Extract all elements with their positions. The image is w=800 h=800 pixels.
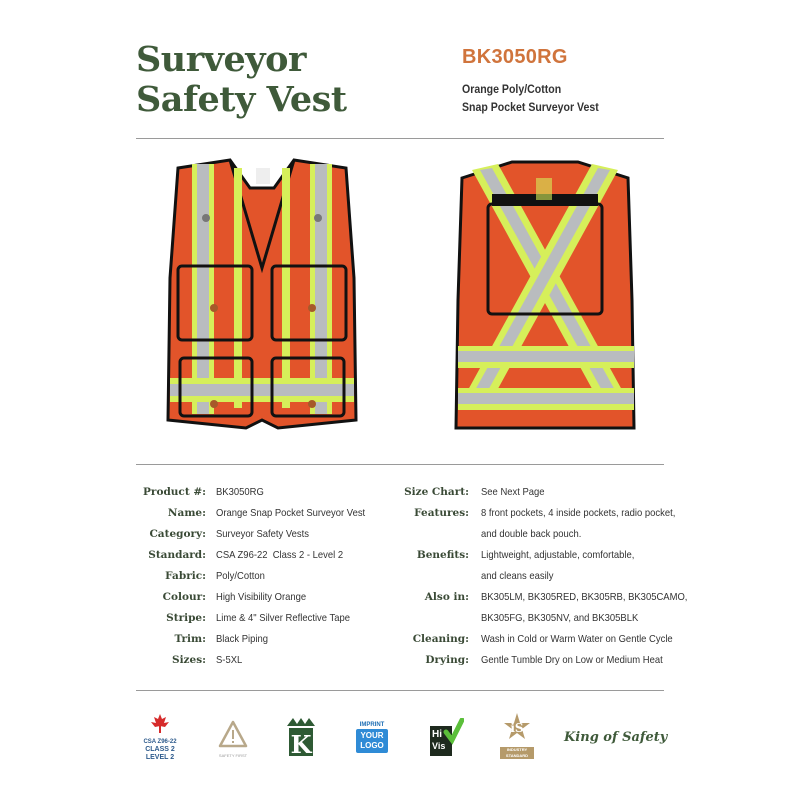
industry-text: INDUSTRY bbox=[500, 747, 534, 753]
spec-label: Category: bbox=[149, 528, 206, 540]
back-vest-image bbox=[452, 160, 638, 438]
front-vest-image bbox=[158, 158, 366, 440]
vis-text: Vis bbox=[432, 741, 446, 751]
imprint-text: IMPRINT bbox=[359, 722, 385, 728]
spec-label: Standard: bbox=[148, 549, 206, 561]
standard-text: STANDARD bbox=[500, 753, 534, 759]
hi-vis-logo bbox=[428, 718, 464, 758]
spec-label: Name: bbox=[167, 507, 206, 519]
sku-code: BK3050RG bbox=[462, 46, 568, 68]
spec-label: Stripe: bbox=[166, 612, 206, 624]
industry-standard-logo bbox=[500, 712, 534, 762]
csa-logo bbox=[138, 714, 182, 764]
spec-value: Surveyor Safety Vests bbox=[216, 528, 309, 540]
spec-value: High Visibility Orange bbox=[216, 591, 307, 603]
spec-label: Trim: bbox=[174, 633, 206, 645]
csa-standard-text: CSA Z96-22 bbox=[143, 739, 177, 745]
spec-value: See Next Page bbox=[481, 486, 545, 498]
k-logo bbox=[285, 716, 317, 758]
spec-value: Gentle Tumble Dry on Low or Medium Heat bbox=[481, 654, 663, 666]
svg-text:iS: iS bbox=[510, 721, 524, 735]
spec-also-in bbox=[0, 591, 469, 605]
spec-value: Orange Snap Pocket Surveyor Vest bbox=[216, 507, 366, 519]
spec-label: Fabric: bbox=[165, 570, 206, 582]
spec-label: Drying: bbox=[425, 654, 469, 666]
safety-first-logo bbox=[216, 720, 250, 762]
spec-label: Sizes: bbox=[171, 654, 206, 666]
imprint-logo bbox=[356, 722, 388, 760]
mid-divider bbox=[136, 464, 664, 465]
spec-value-continued: and cleans easily bbox=[481, 570, 554, 582]
king-k-icon bbox=[285, 716, 317, 758]
safety-first-text: SAFETY FIRST bbox=[218, 753, 248, 758]
spec-cleaning bbox=[0, 633, 469, 647]
spec-value: Wash in Cold or Warm Water on Gentle Cycle bbox=[481, 633, 673, 645]
subtitle-line-1: Orange Poly/Cotton bbox=[462, 82, 562, 96]
spec-label: Size Chart: bbox=[404, 486, 469, 498]
spec-value: S-5XL bbox=[216, 654, 243, 666]
spec-value: Black Piping bbox=[216, 633, 269, 645]
spec-label: Product #: bbox=[143, 486, 206, 498]
star-badge-icon bbox=[502, 712, 532, 742]
spec-value: Poly/Cotton bbox=[216, 570, 265, 582]
spec-value: BK305LM, BK305RED, BK305RB, BK305CAMO, bbox=[481, 591, 688, 603]
your-text: YOUR bbox=[360, 731, 384, 740]
king-of-safety-wordmark: King of Safety bbox=[564, 730, 668, 745]
svg-text:K: K bbox=[290, 730, 312, 758]
title-line-1: Surveyor bbox=[136, 39, 306, 80]
subtitle-line-2: Snap Pocket Surveyor Vest bbox=[462, 100, 599, 114]
maple-leaf-icon bbox=[149, 714, 171, 734]
spec-label: Benefits: bbox=[416, 549, 469, 561]
spec-value: CSA Z96-22 Class 2 - Level 2 bbox=[216, 549, 344, 561]
spec-label: Cleaning: bbox=[412, 633, 469, 645]
spec-value-continued: and double back pouch. bbox=[481, 528, 582, 540]
specs-right bbox=[0, 486, 800, 676]
hi-text: Hi bbox=[432, 729, 442, 740]
page-title bbox=[136, 40, 347, 120]
csa-class-text: CLASS 2 bbox=[145, 746, 175, 753]
spec-features bbox=[0, 507, 469, 521]
spec-value: 8 front pockets, 4 inside pockets, radio pocket, bbox=[481, 507, 676, 519]
spec-size-chart bbox=[0, 486, 469, 500]
bottom-divider bbox=[136, 690, 664, 691]
warning-triangle-icon bbox=[218, 720, 248, 748]
top-divider bbox=[136, 138, 664, 139]
spec-value: BK3050RG bbox=[216, 486, 264, 498]
back-vest-illustration bbox=[452, 160, 638, 438]
spec-value: Lightweight, adjustable, comfortable, bbox=[481, 549, 635, 561]
csa-level-text: LEVEL 2 bbox=[145, 754, 175, 761]
spec-benefits bbox=[0, 549, 469, 563]
logo-text: LOGO bbox=[360, 741, 384, 750]
front-vest-illustration bbox=[158, 158, 366, 440]
your-logo-box bbox=[356, 729, 388, 753]
spec-value: Lime & 4" Silver Reflective Tape bbox=[216, 612, 350, 624]
title-line-2: Safety Vest bbox=[136, 79, 347, 120]
spec-label: Also in: bbox=[424, 591, 469, 603]
spec-drying bbox=[0, 654, 469, 668]
spec-label: Colour: bbox=[162, 591, 206, 603]
product-subtitle bbox=[462, 80, 599, 116]
spec-value-continued: BK305FG, BK305NV, and BK305BLK bbox=[481, 612, 639, 624]
spec-label: Features: bbox=[414, 507, 469, 519]
